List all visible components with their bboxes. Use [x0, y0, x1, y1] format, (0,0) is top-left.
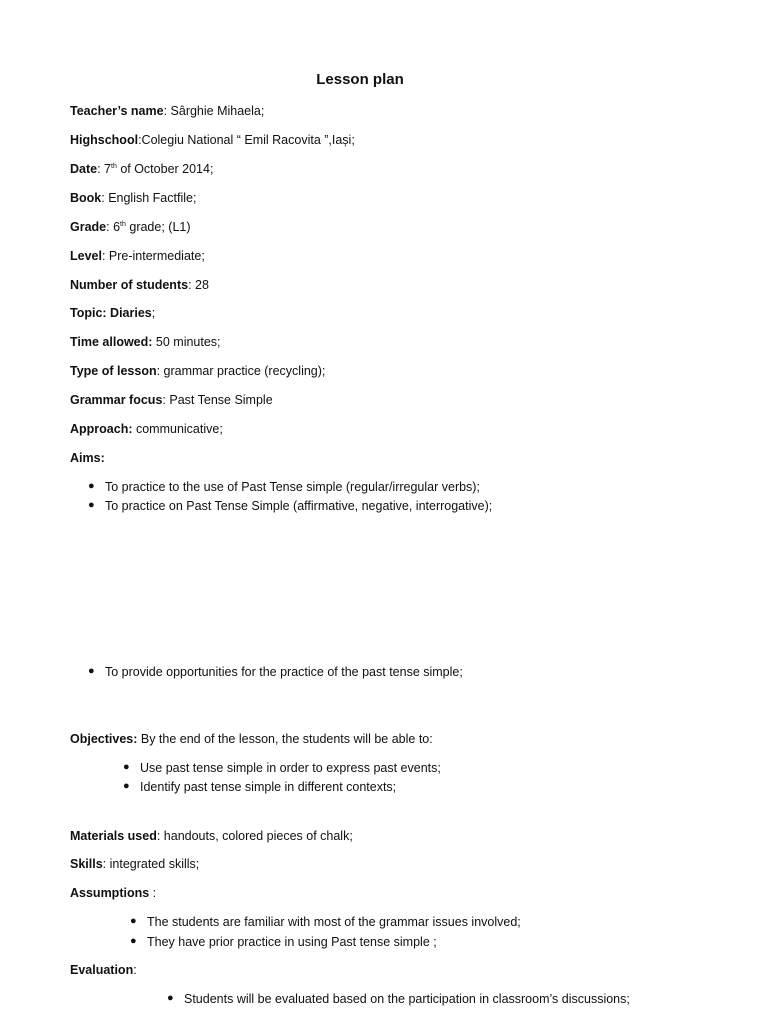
assumptions-item-text: The students are familiar with most of the grammar issues involved;	[147, 915, 521, 929]
time-label: Time allowed:	[70, 335, 153, 349]
aims-item-text: To practice to the use of Past Tense simple (regular/irregular verbs);	[105, 480, 480, 494]
date-value-post: of October 2014;	[116, 162, 214, 176]
date-value-sup: th	[111, 163, 117, 170]
list-item	[130, 935, 437, 949]
level-line	[70, 249, 205, 263]
book-line	[70, 191, 196, 205]
teacher-name-line	[70, 104, 264, 118]
time-value: 50 minutes;	[152, 335, 221, 349]
teacher-name-label: Teacher’s name	[70, 104, 164, 118]
assumptions-value: :	[149, 886, 157, 900]
bullet-icon: ●	[123, 780, 130, 792]
bullet-icon: ●	[123, 761, 130, 773]
evaluation-line	[70, 963, 137, 977]
students-value: : 28	[188, 278, 209, 292]
highschool-line	[70, 133, 355, 147]
level-value: : Pre-intermediate;	[101, 249, 205, 263]
assumptions-line	[70, 886, 156, 900]
grade-value-post: grade; (L1)	[125, 220, 191, 234]
time-line	[70, 335, 221, 349]
list-item	[88, 499, 493, 513]
grammar-line	[70, 393, 273, 407]
aims-item-text: To practice on Past Tense Simple (affirmative, negative, interrogative);	[105, 499, 493, 513]
topic-value: ;	[151, 306, 156, 320]
lesson-type-label: Type of lesson	[70, 364, 157, 378]
students-line	[70, 278, 209, 292]
date-value-pre: : 7	[97, 162, 111, 176]
topic-label: Topic: Diaries	[70, 306, 152, 320]
skills-line	[70, 857, 199, 871]
grammar-label: Grammar focus	[70, 393, 163, 407]
grade-value-sup: th	[120, 221, 126, 228]
evaluation-label: Evaluation	[70, 963, 134, 977]
list-item	[167, 992, 630, 1006]
materials-value: : handouts, colored pieces of chalk;	[156, 829, 353, 843]
objectives-item-text: Use past tense simple in order to express past events;	[140, 761, 441, 775]
grammar-value: : Past Tense Simple	[162, 393, 273, 407]
objectives-value: By the end of the lesson, the students will be able to:	[137, 732, 433, 746]
bullet-icon: ●	[130, 915, 137, 927]
materials-line	[70, 829, 353, 843]
list-item	[123, 761, 441, 775]
evaluation-item-text: Students will be evaluated based on the participation in classroom’s discussions;	[184, 992, 630, 1006]
objectives-item-text: Identify past tense simple in different contexts;	[140, 780, 397, 794]
book-label: Book	[70, 191, 102, 205]
bullet-icon: ●	[130, 935, 137, 947]
approach-line	[70, 422, 223, 436]
bullet-icon: ●	[88, 499, 95, 511]
highschool-label: Highschool	[70, 133, 139, 147]
objectives-line	[70, 732, 433, 746]
aims-item-text: To provide opportunities for the practice of the past tense simple;	[105, 665, 463, 679]
page-title: Lesson plan	[316, 71, 404, 88]
grade-line	[70, 220, 191, 234]
list-item	[123, 780, 397, 794]
grade-label: Grade	[70, 220, 107, 234]
approach-label: Approach:	[70, 422, 133, 436]
topic-line	[70, 306, 155, 320]
grade-value-pre: : 6	[106, 220, 121, 234]
date-label: Date	[70, 162, 98, 176]
lesson-type-line	[70, 364, 325, 378]
evaluation-value: :	[133, 963, 137, 977]
highschool-value: :Colegiu National “ Emil Racovita ”,Iași;	[138, 133, 355, 147]
skills-value: : integrated skills;	[102, 857, 200, 871]
approach-value: communicative;	[132, 422, 223, 436]
skills-label: Skills	[70, 857, 103, 871]
list-item	[88, 480, 480, 494]
students-label: Number of students	[70, 278, 189, 292]
level-label: Level	[70, 249, 102, 263]
aims-label: Aims:	[70, 451, 105, 465]
book-value: : English Factfile;	[101, 191, 197, 205]
bullet-icon: ●	[88, 665, 95, 677]
bullet-icon: ●	[88, 480, 95, 492]
aims-line	[70, 451, 105, 465]
date-line	[70, 162, 213, 176]
teacher-name-value: : Sârghie Mihaela;	[163, 104, 265, 118]
objectives-label: Objectives:	[70, 732, 138, 746]
list-item	[130, 915, 521, 929]
lesson-type-value: : grammar practice (recycling);	[156, 364, 326, 378]
materials-label: Materials used	[70, 829, 157, 843]
list-item	[88, 665, 463, 679]
bullet-icon: ●	[167, 992, 174, 1004]
assumptions-item-text: They have prior practice in using Past tense simple ;	[147, 935, 437, 949]
assumptions-label: Assumptions	[70, 886, 150, 900]
